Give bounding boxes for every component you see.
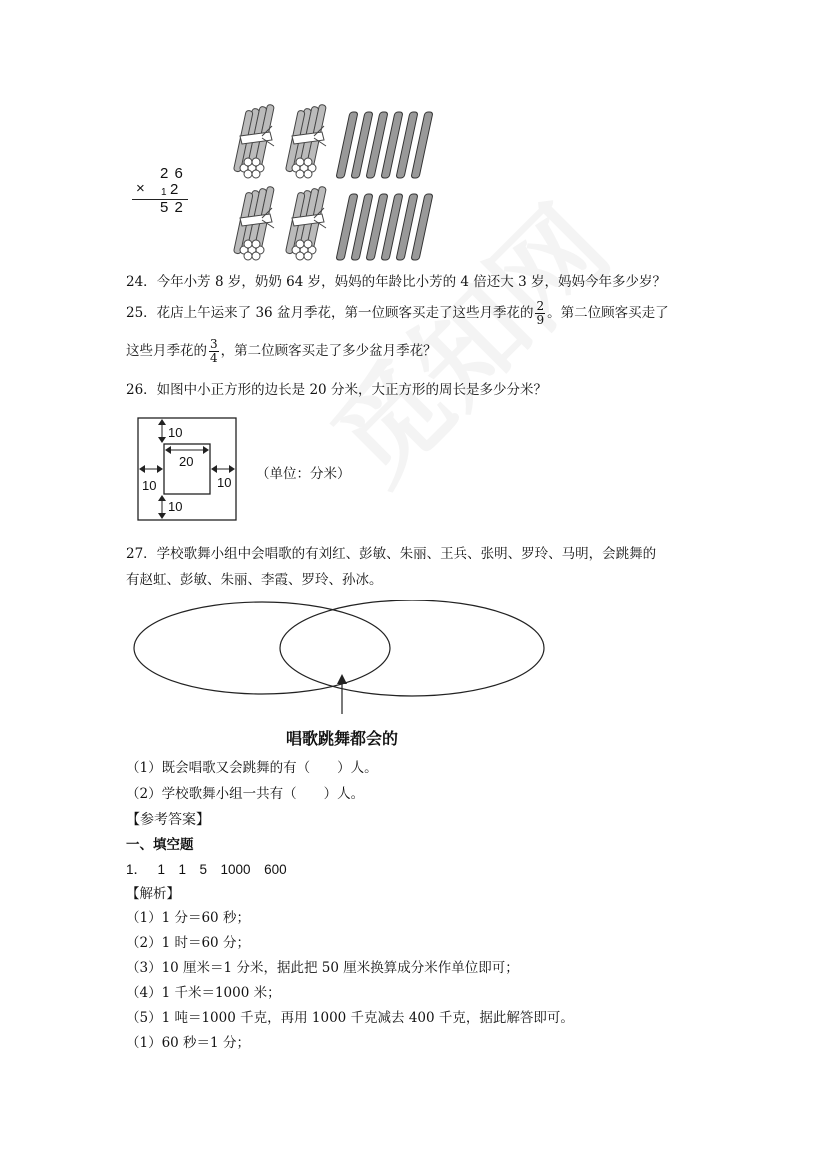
analysis-item: （5）1 吨＝1000 千克，再用 1000 千克减去 400 千克，据此解答即可。 <box>126 1010 574 1026</box>
fraction-three-quarters: $\frac{3}{4}$ <box>210 337 218 365</box>
question-24: 24．今年小芳 8 岁，奶奶 64 岁，妈妈的年龄比小芳的 4 倍还大 3 岁，妈妈今年多少岁？ <box>126 274 666 290</box>
analysis-item: （4）1 千米＝1000 米； <box>126 985 281 1001</box>
times-sign: × <box>136 180 145 197</box>
label-right-gap: 10 <box>217 475 232 490</box>
analysis-item: （1）1 分＝60 秒； <box>126 910 250 926</box>
single-sticks <box>336 112 433 178</box>
label-bottom-gap: 10 <box>168 499 183 514</box>
venn-intersection-label: 唱歌跳舞都会的 <box>286 729 399 748</box>
product: 5 2 <box>160 199 184 216</box>
analysis-item: （2）1 时＝60 分； <box>126 935 250 951</box>
ten-stick-bundle <box>285 104 326 178</box>
carry-digit: 1 <box>161 187 167 198</box>
question-26: 26．如图中小正方形的边长是 20 分米，大正方形的周长是多少分米？ <box>126 382 547 398</box>
ten-stick-bundle <box>233 186 274 260</box>
answers-section-title: 一、填空题 <box>126 837 194 853</box>
label-top-gap: 10 <box>168 425 183 440</box>
label-left-gap: 10 <box>142 478 157 493</box>
label-inner-side: 20 <box>179 454 194 469</box>
square-diagram <box>137 417 237 521</box>
question-27-sub-1: （1）既会唱歌又会跳舞的有（ ）人。 <box>126 760 378 776</box>
venn-diagram <box>130 600 550 716</box>
analysis-item: （3）10 厘米＝1 分米，据此把 50 厘米换算成分米作单位即可； <box>126 960 519 976</box>
analysis-heading: 【解析】 <box>126 886 180 902</box>
analysis-item: （1）60 秒＝1 分； <box>126 1035 250 1051</box>
single-sticks <box>336 194 433 260</box>
question-27-line-1: 27．学校歌舞小组中会唱歌的有刘红、彭敏、朱丽、王兵、张明、罗玲、马明，会跳舞的 <box>126 546 657 562</box>
ten-stick-bundle <box>233 104 274 178</box>
square-diagram-lines <box>137 417 237 521</box>
question-27-line-2: 有赵虹、彭敏、朱丽、李霞、罗玲、孙冰。 <box>126 572 383 588</box>
unit-note: （单位：分米） <box>256 466 351 482</box>
ten-stick-bundle <box>285 186 326 260</box>
question-25-line-1: 25．花店上午运来了 36 盆月季花，第一位顾客买走了这些月季花的 $\frac{2}{9}$ 。第二位顾客买走了 <box>126 299 669 327</box>
question-25-line-2: 这些月季花的 $\frac{3}{4}$ ，第二位顾客买走了多少盆月季花？ <box>126 337 437 365</box>
bundles-and-sticks-illustration <box>228 100 448 262</box>
multiplier: 2 <box>170 181 179 198</box>
fraction-two-ninths: $\frac{2}{9}$ <box>536 299 545 327</box>
answer-1: 1． 1 1 5 1000 600 <box>126 862 287 877</box>
answers-heading: 【参考答案】 <box>126 812 210 828</box>
question-27-sub-2: （2）学校歌舞小组一共有（ ）人。 <box>126 786 365 802</box>
venn-dancing-circle <box>280 600 544 696</box>
venn-singing-circle <box>134 602 390 694</box>
multiplicand: 2 6 <box>160 165 184 182</box>
